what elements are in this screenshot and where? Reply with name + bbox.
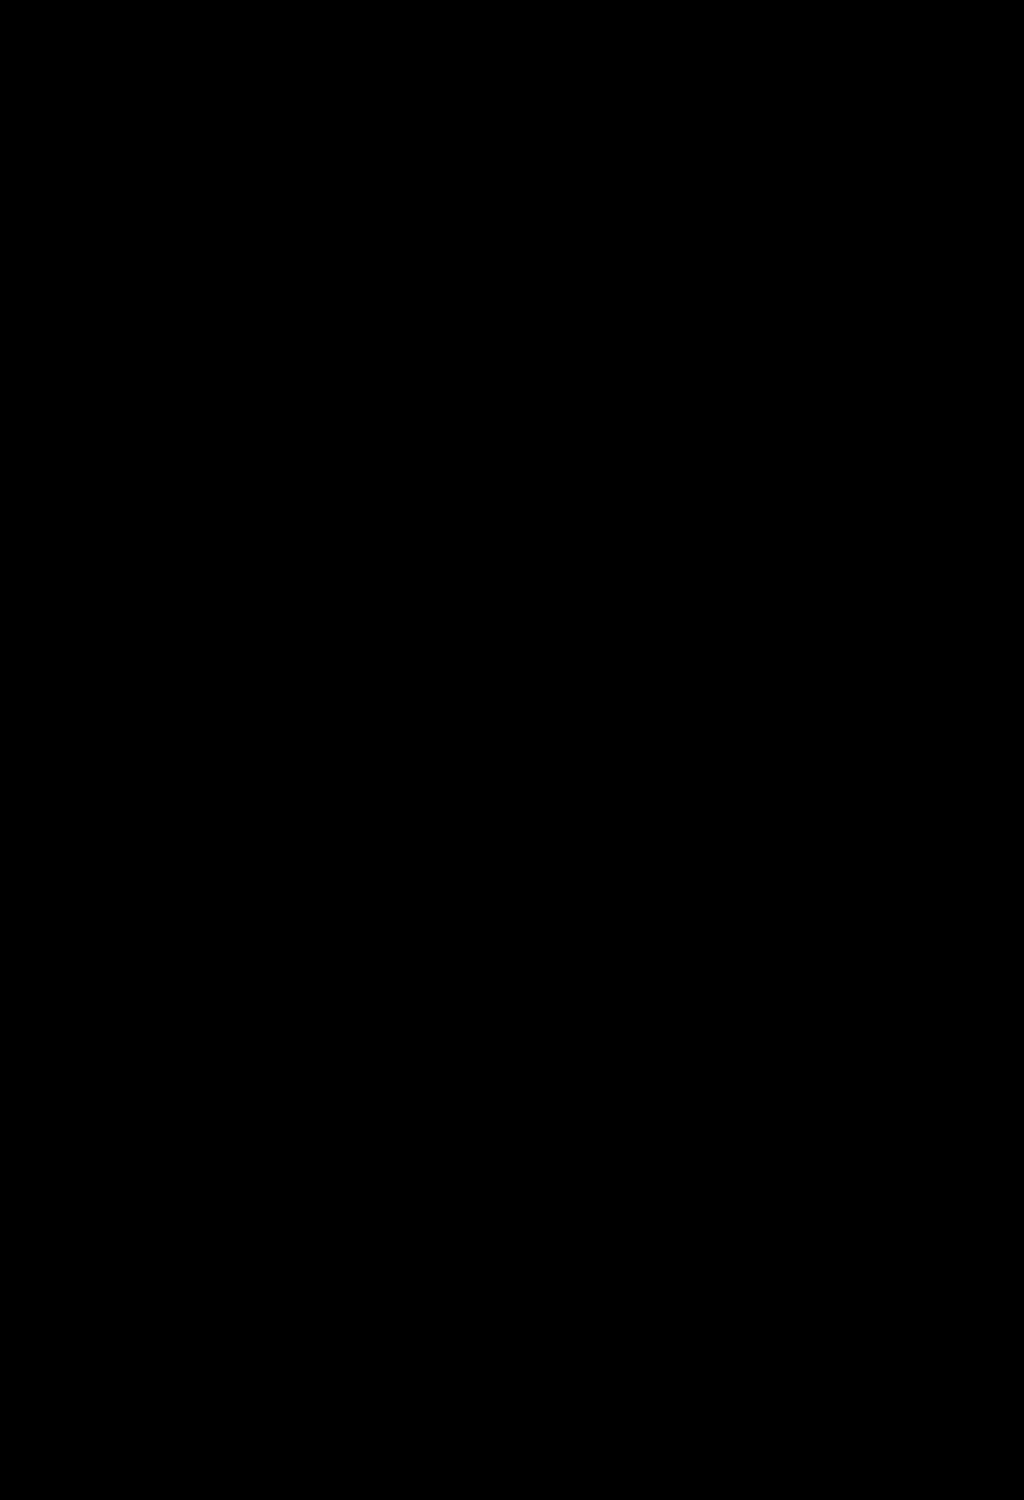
- exclusions-intro: Dofinansowanie nie pokrywa kosztów związanych z:: [118, 661, 465, 680]
- name-field: Imię i nazwisko/Nazwa: ........................................: [118, 221, 438, 238]
- address-field: Adres zamieszkania/Siedziba:.....................................: [118, 273, 459, 290]
- main-paragraph: [118, 416, 906, 654]
- declaration-body: [118, 416, 906, 1164]
- project-name: „Usuwanie wyrobów zawierających azbest z terenu Gminy Kowale Oleckie”: [118, 457, 906, 510]
- paragraph1-part2: , zgłaszam chęć uczestnictwa w powyższym zadaniu i deklaruję finansowy udział własny w wysokości 15 % wartości robót przewidzianych do wykonania na terenie nieruchomości stanowiącej moją własność, rozliczając się z wykonawcą zadania, na podstawie faktury VAT(rachunku) wystawionej przez wykonawcę zadania po realizacji zadania, na podstawie rzeczywistej ilości usuniętego odpadu zawierającego azbest z nieruchomości stanowiącej moją własność, potwierdzoną w protokole przekazania odpadu.: [118, 491, 907, 646]
- issue-date: z dnia 17 listopada 2015 r.: [763, 143, 906, 158]
- address-continuation-line: .....................................................................................................: [118, 322, 522, 339]
- paragraph1-part1: W związku z tym, że Gmina Kowale Oleckie planuje wystąpić do Wojewódzkiego Funduszu Ochrony Środowiska i Gospodarki Wodnej w Olsztynie o dofinansowanie zadania pod nazwą:: [118, 423, 906, 476]
- place-date-field: Kowale Oleckie, dnia ..............................: [510, 195, 790, 214]
- agreement-notice: Po pozytywnym rozpatrzeniu wniosku, wnioskodawca ubiegający się o dofinansowanie zobowiązany będzie podpisać umowę na dofinansowanie części kosztów związanych z demontażem, transportem i unieszkodliwieniem wyrobów zawierających azbest, w której określone zostaną warunki, terminy realizacji zadania oraz obowiązki stron. Niepodpisanie umowy będzie jednoznaczne z rezygnacją z udziału w zadaniu.: [118, 1035, 906, 1156]
- exclusion-item-a: a) zakupem i montażem nowych pokryć dachowych,: [118, 695, 460, 714]
- attachment-number: Załącznik Nr 3: [825, 89, 906, 104]
- handwritten-signature: [810, 1455, 930, 1500]
- attachment-header: [705, 88, 906, 160]
- signature-line: ..............................................................................: [410, 1325, 683, 1340]
- exclusion-item-f: f) pozostałymi kosztami nie przewidzianymi w harmonogramie prac.: [118, 933, 569, 952]
- issuer: Wójta Gminy Kowale Oleckie: [741, 125, 906, 140]
- funding-notice: Złożenie deklaracji nie jest jednoznaczne z przyznaniem dofinansowania, gdyż realizacja zadania jest uzależniona od otrzymania dotacji z WFOŚiGW w Olsztynie.: [118, 967, 906, 1020]
- exclusion-item-c: c) demontażem elementów izolacyjnych dachów lub ściany (wełna mineralna, styropian itp. wraz z konstrukcjami wsporczymi izolacji),: [118, 763, 906, 816]
- signature-caption: (podpis właściciela/ współwłaściciel/osoby upoważnionej): [410, 1348, 809, 1367]
- ordinance-reference: do Zarządzenia Nr Or.0050.115.2015: [704, 107, 906, 122]
- exclusion-item-d: d) wykonaniem dokumentacji technicznej dla nieruchomości, dla których konieczne jest naruszenie elementów konstrukcyjnych dachu,: [118, 831, 906, 884]
- exclusion-item-e: e) kosztorysem przedsięwzięcia,: [118, 899, 329, 918]
- document-title: DEKLARACJA: [415, 362, 609, 393]
- exclusion-item-b: b) demontażem lub wymianą elementów konstrukcyjnych dachu lub ściany,: [118, 729, 613, 748]
